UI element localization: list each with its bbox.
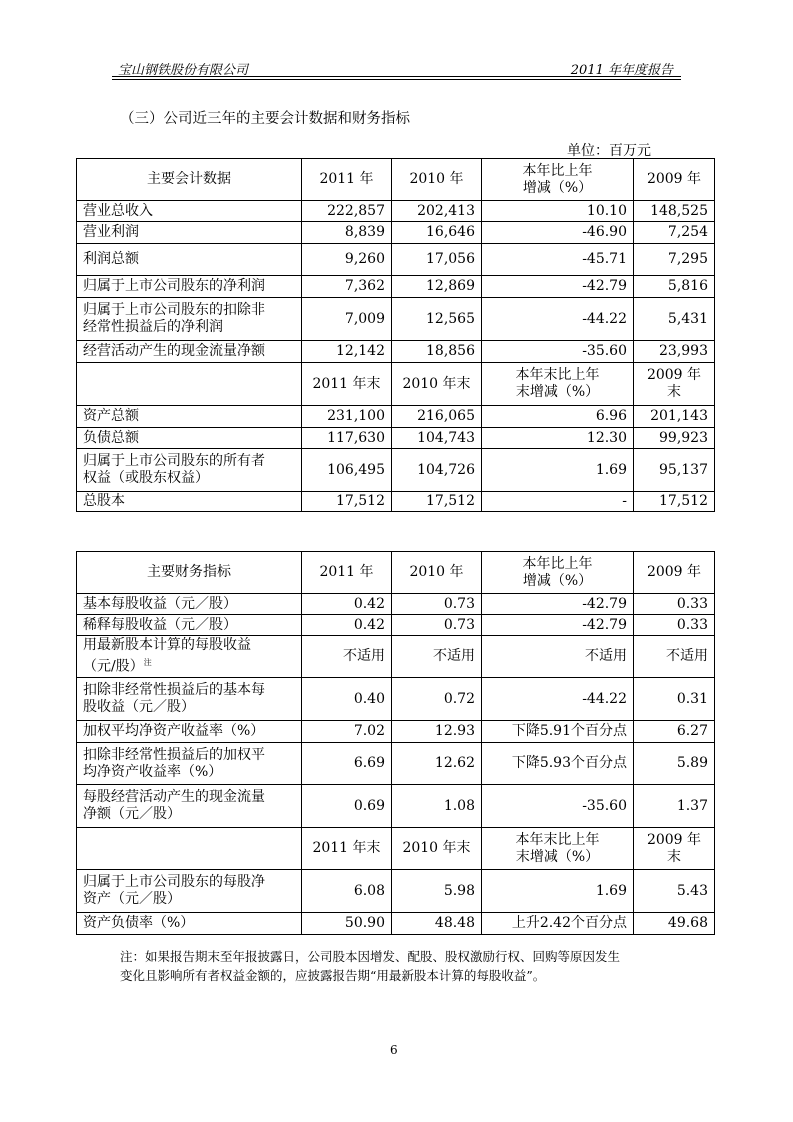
- cell-2011: 106,495: [302, 449, 392, 492]
- row-label: 稀释每股收益（元／股）: [77, 615, 302, 636]
- row-label: 利润总额: [77, 244, 302, 276]
- cell-2010: 12.93: [392, 721, 482, 743]
- table-row: [77, 721, 715, 743]
- financial-indicators-table: [76, 551, 715, 935]
- cell-2011: 0.40: [302, 678, 392, 721]
- cell-change: -45.71: [482, 244, 634, 276]
- row-label: 每股经营活动产生的现金流量 净额（元／股）: [77, 785, 302, 828]
- header-rule-thin: [112, 79, 681, 80]
- cell-2010: 216,065: [392, 406, 482, 428]
- cell-2010: 104,726: [392, 449, 482, 492]
- header-cell: 主要财务指标: [77, 552, 302, 594]
- header-cell: 2009 年: [634, 552, 715, 594]
- row-label: 营业利润: [77, 222, 302, 244]
- cell-2011: 7,009: [302, 298, 392, 341]
- subheader-cell: 本年末比上年 末增减（%）: [482, 828, 634, 870]
- row-label: 扣除非经常性损益后的基本每 股收益（元／股）: [77, 678, 302, 721]
- cell-change: -42.79: [482, 594, 634, 615]
- cell-2010: 48.48: [392, 913, 482, 935]
- table-row: [77, 406, 715, 428]
- cell-change: 12.30: [482, 428, 634, 449]
- row-label: 扣除非经常性损益后的加权平 均净资产收益率（%）: [77, 743, 302, 785]
- row-label: 总股本: [77, 492, 302, 512]
- subheader-blank: [77, 363, 302, 406]
- table-row: [77, 244, 715, 276]
- cell-2011: 0.42: [302, 615, 392, 636]
- row-label: 归属于上市公司股东的所有者 权益（或股东权益）: [77, 449, 302, 492]
- cell-change: 6.96: [482, 406, 634, 428]
- cell-2009: 0.33: [634, 594, 715, 615]
- cell-2010: 202,413: [392, 201, 482, 222]
- footnote-line: 注：如果报告期末至年报披露日，公司股本因增发、配股、股权激励行权、回购等原因发生: [120, 949, 621, 964]
- cell-change: -42.79: [482, 615, 634, 636]
- cell-2009: 49.68: [634, 913, 715, 935]
- header-company: 宝山钢铁股份有限公司: [118, 63, 249, 78]
- row-label: 基本每股收益（元／股）: [77, 594, 302, 615]
- table-row: [77, 636, 715, 678]
- cell-change: -44.22: [482, 678, 634, 721]
- cell-2010: 16,646: [392, 222, 482, 244]
- row-label: 资产负债率（%）: [77, 913, 302, 935]
- cell-2011: 50.90: [302, 913, 392, 935]
- cell-2011: 231,100: [302, 406, 392, 428]
- subheader-cell: 2011 年末: [302, 828, 392, 870]
- header-cell: 主要会计数据: [77, 159, 302, 201]
- header-cell: 本年比上年 增减（%）: [482, 552, 634, 594]
- table-row: [77, 222, 715, 244]
- cell-2009: 5,816: [634, 276, 715, 298]
- table-subheader-row: [77, 363, 715, 406]
- header-cell: 2011 年: [302, 552, 392, 594]
- cell-2009: 201,143: [634, 406, 715, 428]
- cell-2010: 12,565: [392, 298, 482, 341]
- cell-change: -35.60: [482, 785, 634, 828]
- cell-2011: 6.69: [302, 743, 392, 785]
- table-row: [77, 870, 715, 913]
- page-number: 6: [390, 1043, 398, 1057]
- table-row: [77, 341, 715, 363]
- subheader-cell: 2010 年末: [392, 828, 482, 870]
- cell-2009: 1.37: [634, 785, 715, 828]
- cell-2011: 8,839: [302, 222, 392, 244]
- cell-2011: 9,260: [302, 244, 392, 276]
- table-row: [77, 449, 715, 492]
- cell-2010: 12.62: [392, 743, 482, 785]
- header-cell: 本年比上年 增减（%）: [482, 159, 634, 201]
- cell-2011: 6.08: [302, 870, 392, 913]
- subheader-cell: 2011 年末: [302, 363, 392, 406]
- cell-change: 不适用: [482, 636, 634, 678]
- cell-2009: 7,254: [634, 222, 715, 244]
- table-row: [77, 913, 715, 935]
- cell-change: -44.22: [482, 298, 634, 341]
- cell-2011: 不适用: [302, 636, 392, 678]
- cell-2009: 7,295: [634, 244, 715, 276]
- subheader-cell: 2010 年末: [392, 363, 482, 406]
- cell-2010: 18,856: [392, 341, 482, 363]
- cell-2009: 5.43: [634, 870, 715, 913]
- row-label: 归属于上市公司股东的扣除非 经常性损益后的净利润: [77, 298, 302, 341]
- row-label: 归属于上市公司股东的每股净 资产（元／股）: [77, 870, 302, 913]
- footnote-line: 变化且影响所有者权益金额的，应披露报告期“用最新股本计算的每股收益”。: [120, 968, 546, 983]
- cell-2011: 7,362: [302, 276, 392, 298]
- cell-2010: 17,056: [392, 244, 482, 276]
- table-header-row: [77, 159, 715, 201]
- section-title: （三）公司近三年的主要会计数据和财务指标: [120, 111, 410, 127]
- table-row: [77, 678, 715, 721]
- cell-2010: 0.73: [392, 594, 482, 615]
- table-row: [77, 743, 715, 785]
- cell-2011: 12,142: [302, 341, 392, 363]
- cell-2011: 7.02: [302, 721, 392, 743]
- table-row: [77, 201, 715, 222]
- table-row: [77, 298, 715, 341]
- cell-change: -42.79: [482, 276, 634, 298]
- subheader-cell: 本年末比上年 末增减（%）: [482, 363, 634, 406]
- table-subheader-row: [77, 828, 715, 870]
- table-row: [77, 428, 715, 449]
- cell-2010: 0.73: [392, 615, 482, 636]
- header-cell: 2011 年: [302, 159, 392, 201]
- cell-2009: 5,431: [634, 298, 715, 341]
- cell-2011: 222,857: [302, 201, 392, 222]
- cell-2009: 0.33: [634, 615, 715, 636]
- cell-2011: 117,630: [302, 428, 392, 449]
- cell-2009: 0.31: [634, 678, 715, 721]
- cell-2009: 95,137: [634, 449, 715, 492]
- cell-2011: 17,512: [302, 492, 392, 512]
- cell-change: 下降5.93个百分点: [482, 743, 634, 785]
- header-cell: 2009 年: [634, 159, 715, 201]
- cell-2011: 0.69: [302, 785, 392, 828]
- cell-2009: 148,525: [634, 201, 715, 222]
- cell-change: -35.60: [482, 341, 634, 363]
- cell-2010: 104,743: [392, 428, 482, 449]
- table-row: [77, 594, 715, 615]
- table-row: [77, 492, 715, 512]
- cell-2010: 0.72: [392, 678, 482, 721]
- row-label: 资产总额: [77, 406, 302, 428]
- footnote-marker: 注: [143, 658, 152, 668]
- cell-change: 10.10: [482, 201, 634, 222]
- cell-change: -: [482, 492, 634, 512]
- row-label: 经营活动产生的现金流量净额: [77, 341, 302, 363]
- row-label: 负债总额: [77, 428, 302, 449]
- footnote: [120, 947, 690, 985]
- cell-2009: 99,923: [634, 428, 715, 449]
- header-cell: 2010 年: [392, 552, 482, 594]
- cell-2009: 不适用: [634, 636, 715, 678]
- cell-change: 下降5.91个百分点: [482, 721, 634, 743]
- cell-change: 1.69: [482, 449, 634, 492]
- accounting-data-table: [76, 158, 715, 512]
- subheader-blank: [77, 828, 302, 870]
- header-report-title: 2011 年年度报告: [570, 63, 673, 78]
- subheader-cell: 2009 年末: [634, 363, 715, 406]
- row-label: 归属于上市公司股东的净利润: [77, 276, 302, 298]
- cell-2010: 17,512: [392, 492, 482, 512]
- row-label: 用最新股本计算的每股收益 （元/股）$^注$: [77, 636, 302, 678]
- cell-2009: 23,993: [634, 341, 715, 363]
- cell-change: 上升2.42个百分点: [482, 913, 634, 935]
- header-cell: 2010 年: [392, 159, 482, 201]
- cell-2010: 12,869: [392, 276, 482, 298]
- cell-change: -46.90: [482, 222, 634, 244]
- table-header-row: [77, 552, 715, 594]
- cell-2010: 5.98: [392, 870, 482, 913]
- subheader-cell: 2009 年末: [634, 828, 715, 870]
- cell-2010: 不适用: [392, 636, 482, 678]
- page-header: [112, 52, 681, 78]
- table-row: [77, 785, 715, 828]
- cell-change: 1.69: [482, 870, 634, 913]
- row-label: 营业总收入: [77, 201, 302, 222]
- table-row: [77, 276, 715, 298]
- cell-2011: 0.42: [302, 594, 392, 615]
- unit-label: 单位：百万元: [567, 143, 651, 159]
- cell-2009: 6.27: [634, 721, 715, 743]
- cell-2009: 5.89: [634, 743, 715, 785]
- cell-2009: 17,512: [634, 492, 715, 512]
- cell-2010: 1.08: [392, 785, 482, 828]
- table-row: [77, 615, 715, 636]
- row-label: 加权平均净资产收益率（%）: [77, 721, 302, 743]
- header-rule: [112, 76, 681, 77]
